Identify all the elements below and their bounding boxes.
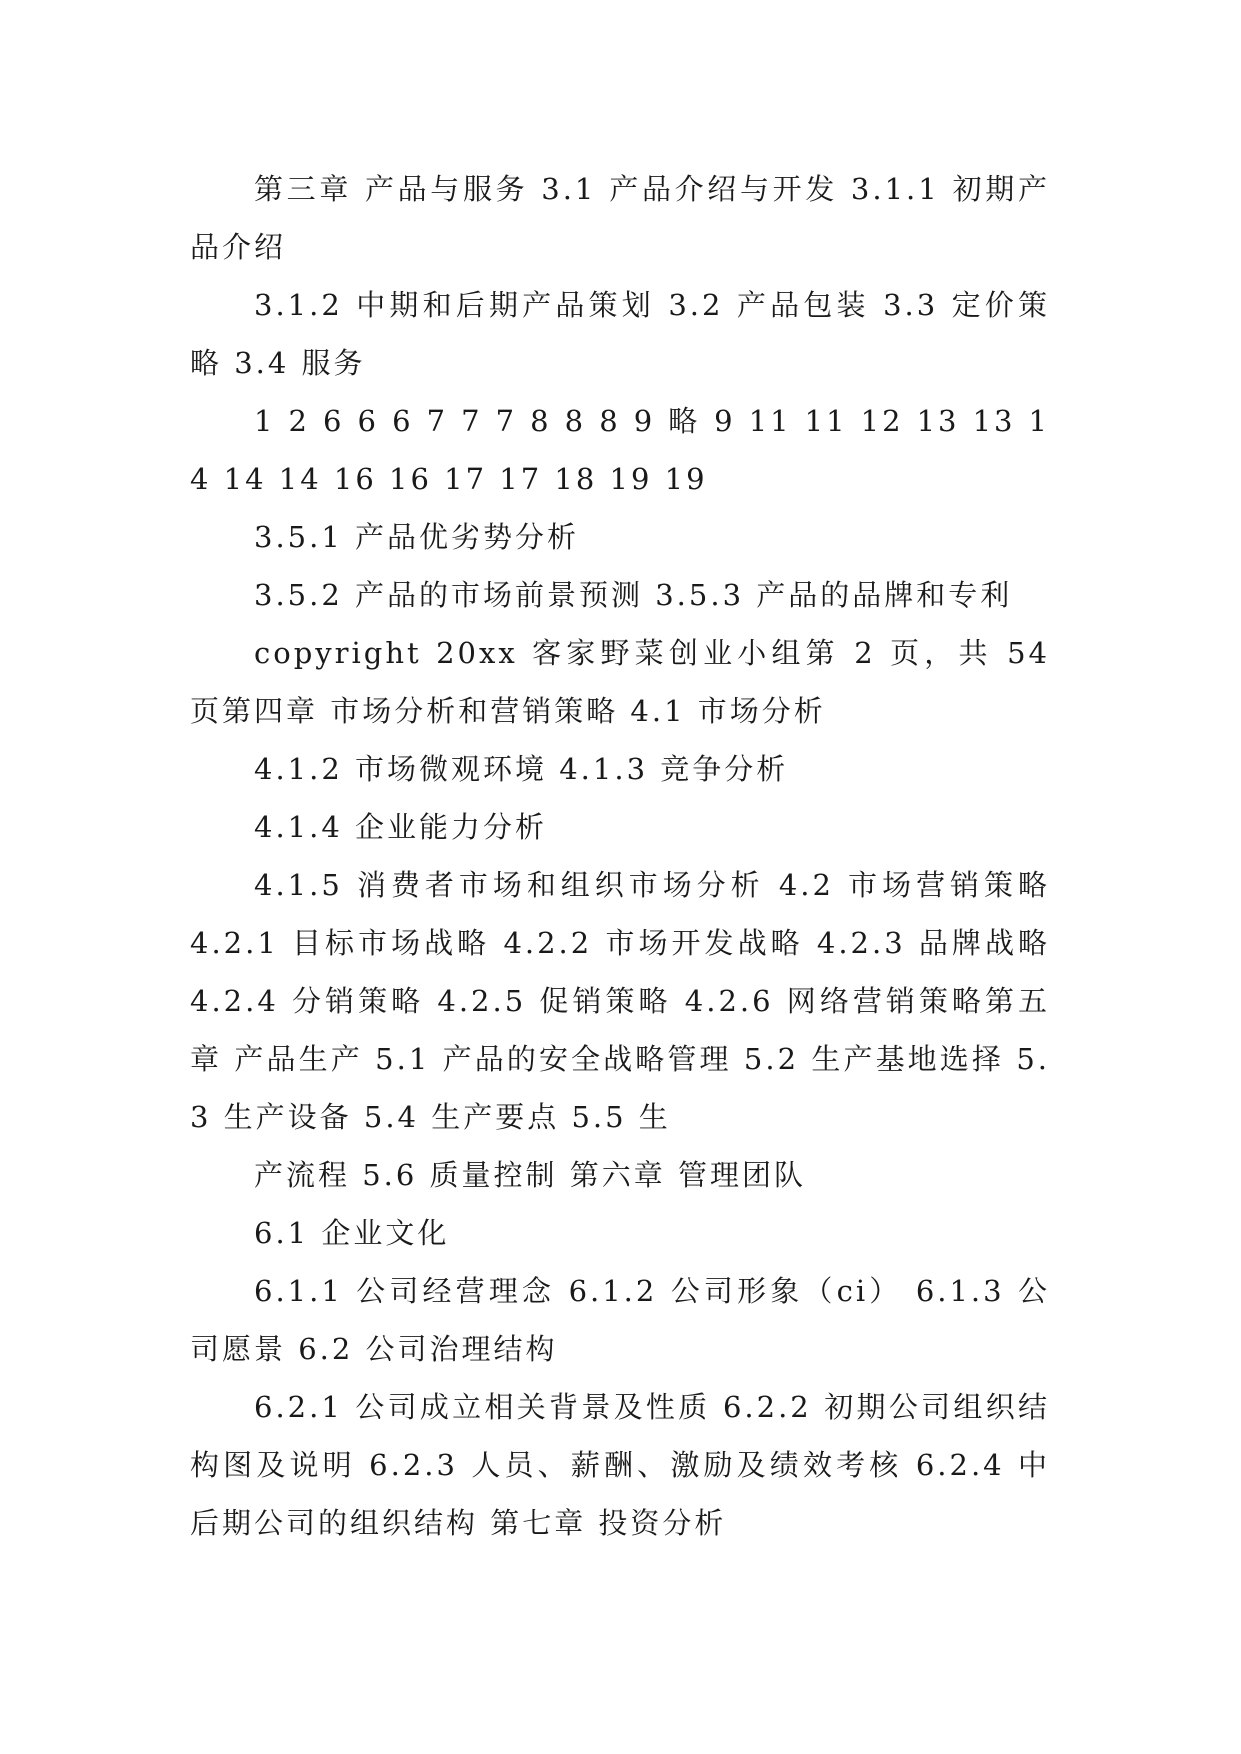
paragraph: 3.1.2 中期和后期产品策划 3.2 产品包装 3.3 定价策略 3.4 服务 (190, 288, 1050, 380)
paragraph: 3.5.1 产品优劣势分析 (254, 520, 580, 554)
paragraph: copyright 20xx 客家野菜创业小组第 2 页，共 54 页第四章 市场分析和营销策略 4.1 市场分析 (190, 636, 1050, 728)
paragraph: 6.2.1 公司成立相关背景及性质 6.2.2 初期公司组织结构图及说明 6.2.3 人员、薪酬、激励及绩效考核 6.2.4 中后期公司的组织结构 第七章 投资分析 (190, 1390, 1050, 1540)
paragraph: 1 2 6 6 6 7 7 7 8 8 8 9 略 9 11 11 12 13 13 14 14 14 16 16 17 17 18 19 19 (190, 404, 1050, 496)
document-body (190, 160, 1050, 1552)
paragraph: 6.1 企业文化 (254, 1216, 450, 1250)
paragraph: 第三章 产品与服务 3.1 产品介绍与开发 3.1.1 初期产品介绍 (190, 172, 1050, 264)
paragraph: 产流程 5.6 质量控制 第六章 管理团队 (254, 1158, 806, 1192)
paragraph: 4.1.5 消费者市场和组织市场分析 4.2 市场营销策略 4.2.1 目标市场战略 4.2.2 市场开发战略 4.2.3 品牌战略 4.2.4 分销策略 4.2.5 促销策略 4.2.6 网络营销策略第五章 产品生产 5.1 产品的安全战略管理 5.2 生产基地选择 5.3 生产设备 5.4 生产要点 5.5 生 (190, 868, 1050, 1134)
paragraph: 4.1.4 企业能力分析 (254, 810, 548, 844)
paragraph: 4.1.2 市场微观环境 4.1.3 竞争分析 (254, 752, 789, 786)
paragraph: 6.1.1 公司经营理念 6.1.2 公司形象（ci） 6.1.3 公司愿景 6.2 公司治理结构 (190, 1274, 1050, 1366)
paragraph: 3.5.2 产品的市场前景预测 3.5.3 产品的品牌和专利 (254, 578, 1013, 612)
